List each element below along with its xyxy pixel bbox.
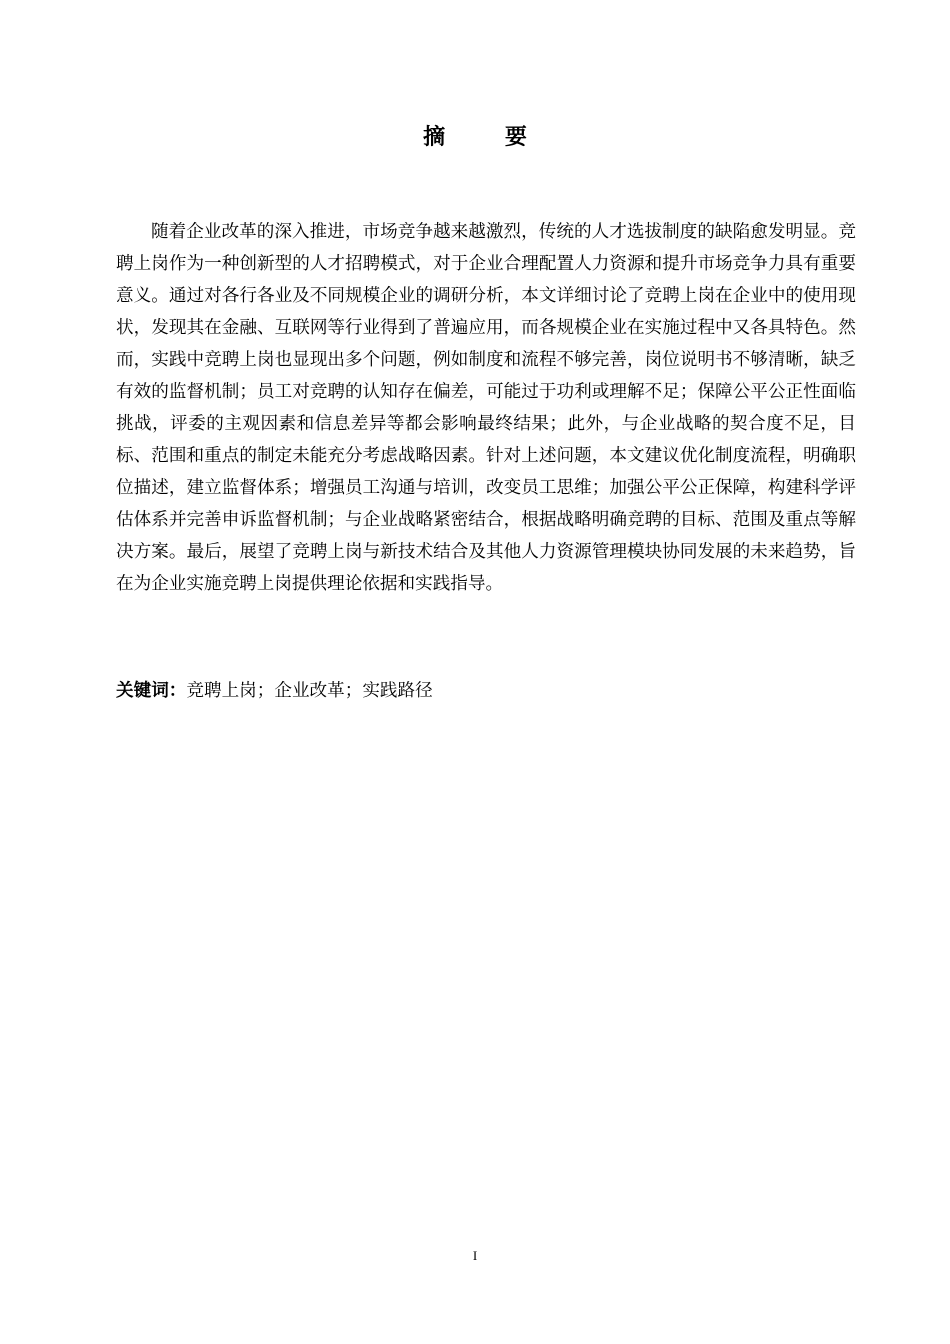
abstract-body: 随着企业改革的深入推进，市场竞争越来越激烈，传统的人才选拔制度的缺陷愈发明显。竞聘上岗作为一种创新型的人才招聘模式，对于企业合理配置人力资源和提升市场竞争力具有重要意义。通过对各行各业及不同规模企业的调研分析，本文详细讨论了竞聘上岗在企业中的使用现状，发现其在金融、互联网等行业得到了普遍应用，而各规模企业在实施过程中又各具特色。然而，实践中竞聘上岗也显现出多个问题，例如制度和流程不够完善，岗位说明书不够清晰，缺乏有效的监督机制；员工对竞聘的认知存在偏差，可能过于功利或理解不足；保障公平公正性面临挑战，评委的主观因素和信息差异等都会影响最终结果；此外，与企业战略的契合度不足，目标、范围和重点的制定未能充分考虑战略因素。针对上述问题，本文建议优化制度流程，明确职位描述，建立监督体系；增强员工沟通与培训，改变员工思维；加强公平公正保障，构建科学评估体系并完善申诉监督机制；与企业战略紧密结合，根据战略明确竞聘的目标、范围及重点等解决方案。最后，展望了竞聘上岗与新技术结合及其他人力资源管理模块协同发展的未来趋势，旨在为企业实施竞聘上岗提供理论依据和实践指导。 [116,222,856,594]
keywords-value: 竞聘上岗；企业改革；实践路径 [186,681,433,701]
abstract-title: 摘 要 [423,125,553,150]
keywords-label: 关键词： [116,681,187,701]
page-number: I [472,1248,478,1263]
keywords-line [116,675,856,707]
